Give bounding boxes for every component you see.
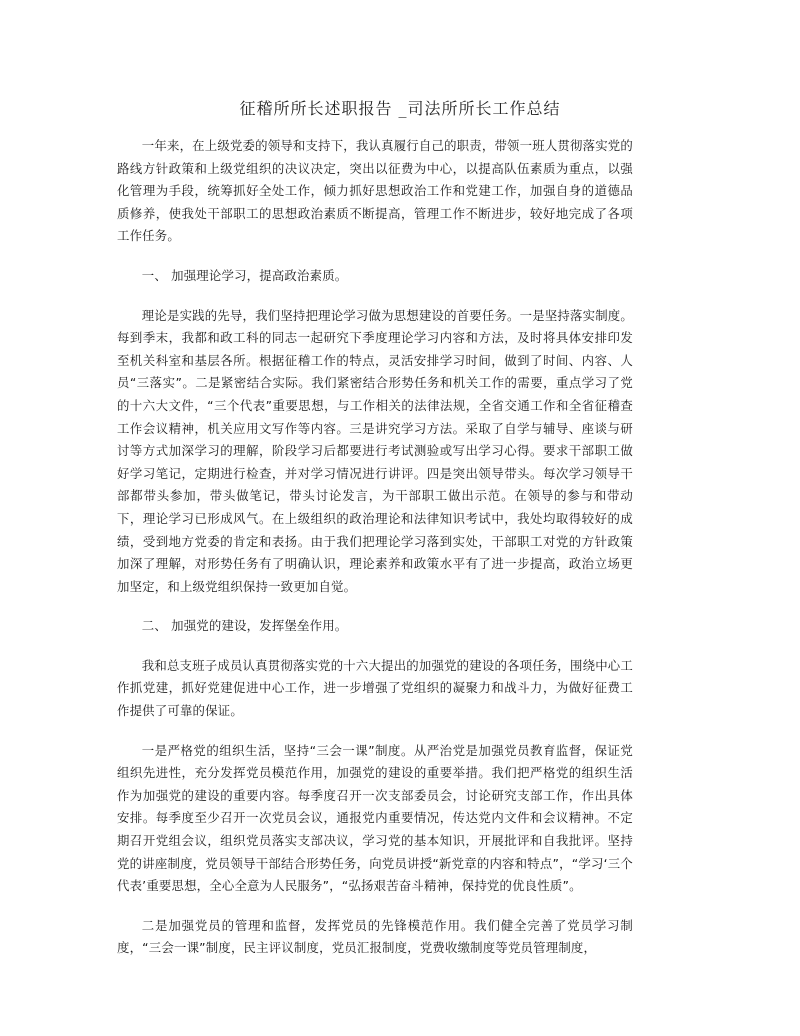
paragraph-theory-study: 理论是实践的先导，我们坚持把理论学习做为思想建设的首要任务。一是坚持落实制度。每到季末，我都和政工科的同志一起研究下季度理论学习内容和方法，及时将具体安排印发至机关科室和基层各所。根据征稽工作的特点，灵活安排学习时间，做到了时间、内容、人员“三落实”。二是紧密结合实际。我们紧密结合形势任务和机关工作的需要，重点学习了党的十六大文件，“三个代表”重要思想，与工作相关的法律法规，全省交通工作和全省征稽查工作会议精神，机关应用文写作等内容。三是讲究学习方法。采取了自学与辅导、座谈与研讨等方式加深学习的理解，阶段学习后都要进行考试测验或写出学习心得。要求干部职工做好学习笔记，定期进行检查，并对学习情况进行讲评。四是突出领导带头。每次学习领导干部都带头参加，带头做笔记，带头讨论发言，为干部职工做出示范。在领导的参与和带动下，理论学习已形成风气。在上级组织的政治理论和法律知识考试中，我处均取得较好的成绩，受到地方党委的肯定和表扬。由于我们把理论学习落到实处，干部职工对党的方针政策加深了理解，对形势任务有了明确认识，理论素养和政策水平有了进一步提高，政治立场更加坚定，和上级党组织保持一致更加自觉。 [117, 307, 633, 594]
paragraph-member-management: 二是加强党员的管理和监督，发挥党员的先锋模范作用。我们健全完善了党员学习制度，“三会一课”制度，民主评议制度，党员汇报制度，党费收缴制度等党员管理制度， [117, 917, 633, 956]
paragraph-organization-life: 一是严格党的组织生活，坚持“三会一课”制度。从严治党是加强党员教育监督，保证党组织先进性，充分发挥党员模范作用，加强党的建设的重要举措。我们把严格党的组织生活作为加强党的建设的重要内容。每季度召开一次支部委员会，讨论研究支部工作，作出具体安排。每季度至少召开一次党员会议，通报党内重要情况，传达党内文件和会议精神。不定期召开党组会议，组织党员落实支部决议，学习党的基本知识，开展批评和自我批评。坚持党的讲座制度，党员领导干部结合形势任务，向党员讲授“新党章的内容和特点”，“学习‘三个代表’重要思想，全心全意为人民服务”，“弘扬艰苦奋斗精神，保持党的优良性质”。 [117, 742, 633, 894]
section-heading-2: 二、 加强党的建设，发挥堡垒作用。 [141, 618, 348, 634]
document-body [117, 135, 633, 960]
paragraph-party-building: 我和总支班子成员认真贯彻落实党的十六大提出的加强党的建设的各项任务，围绕中心工作抓党建，抓好党建促进中心工作，进一步增强了党组织的凝聚力和战斗力，为做好征费工作提供了可靠的保证。 [117, 657, 633, 719]
paragraph-intro: 一年来，在上级党委的领导和支持下，我认真履行自己的职责，带领一班人贯彻落实党的路线方针政策和上级党组织的决议决定，突出以征费为中心，以提高队伍素质为重点，以强化管理为手段，统筹抓好全处工作，倾力抓好思想政治工作和党建工作，加强自身的道德品质修养，使我处干部职工的思想政治素质不断提高，管理工作不断进步，较好地完成了各项工作任务。 [117, 138, 633, 244]
document-title: 征稽所所长述职报告 _司法所所长工作总结 [239, 99, 561, 118]
section-heading-1: 一、 加强理论学习，提高政治素质。 [141, 267, 348, 283]
